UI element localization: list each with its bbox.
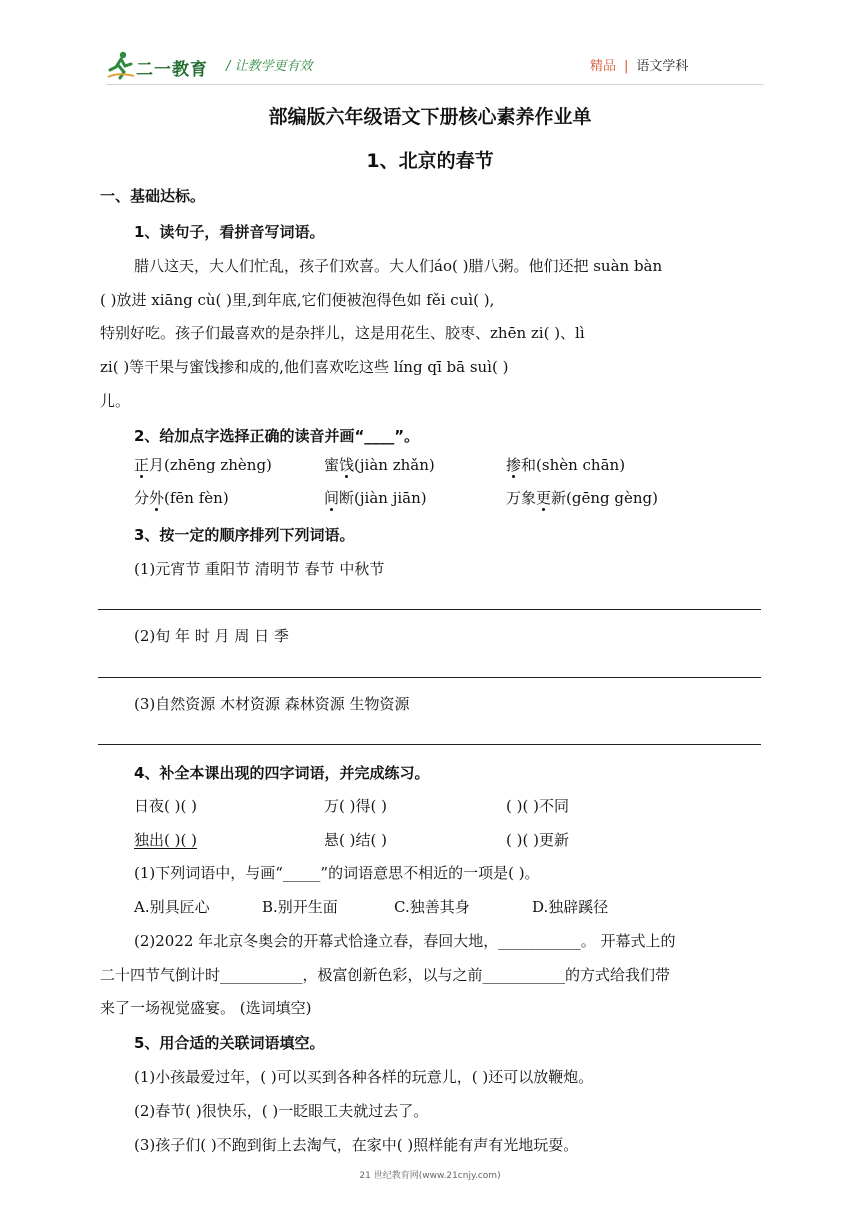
quality-badge: 精品 bbox=[590, 59, 617, 74]
slogan: / 让教学更有效 bbox=[226, 59, 313, 74]
pronunciation-item bbox=[324, 455, 435, 475]
conjunction-item: (1)小孩最爱过年，( )可以买到各种各样的玩意儿，( )还可以放鞭炮。 bbox=[134, 1068, 594, 1086]
conjunction-item: (3)孩子们( )不跑到街上去淘气，在家中( )照样能有声有光地玩耍。 bbox=[134, 1136, 579, 1154]
question-heading: 3、按一定的顺序排列下列词语。 bbox=[134, 526, 355, 544]
logo-text: 二一教育 bbox=[136, 60, 208, 80]
option-d: D.独辟蹊径 bbox=[532, 898, 609, 916]
fill-in-line: 来了一场视觉盛宴。 (选词填空) bbox=[100, 999, 312, 1017]
question-heading: 5、用合适的关联词语填空。 bbox=[134, 1034, 325, 1052]
idiom-blank: ( )( )不同 bbox=[506, 797, 569, 815]
dotted-char: 饯 bbox=[339, 456, 355, 474]
fill-in-line: (2)2022 年北京冬奥会的开幕式恰逢立春，春回大地，___________。 开幕式上的 bbox=[134, 932, 676, 950]
item-text: 新(gēng gèng) bbox=[551, 489, 658, 507]
idiom-blank: 悬( )结( ) bbox=[324, 831, 387, 849]
fill-in-line: 二十四节气倒计时___________，极富创新色彩，以与之前___________的方式给我们带 bbox=[100, 966, 671, 984]
item-text: 和(shèn chān) bbox=[521, 456, 626, 474]
passage-line: zi( )等干果与蜜饯掺和成的,他们喜欢吃这些 líng qī bā suì( ) bbox=[100, 358, 509, 376]
ordering-item: (2)旬 年 时 月 周 日 季 bbox=[134, 627, 289, 645]
passage-line: 特别好吃。孩子们最喜欢的是杂拌儿，这是用花生、胶枣、zhēn zi( )、lì bbox=[100, 324, 585, 342]
dotted-char: 掺 bbox=[506, 456, 522, 474]
answer-line bbox=[98, 744, 761, 745]
passage-line: 儿。 bbox=[100, 392, 131, 410]
header-divider bbox=[106, 84, 764, 85]
option-c: C.独善其身 bbox=[394, 898, 470, 916]
option-b: B.别开生面 bbox=[262, 898, 338, 916]
idiom-blank: 日夜( )( ) bbox=[134, 797, 197, 815]
lesson-title: 1、北京的春节 bbox=[366, 150, 494, 172]
item-text: (fēn fèn) bbox=[164, 489, 229, 507]
page-header bbox=[0, 0, 860, 92]
dotted-char: 更 bbox=[536, 489, 552, 507]
conjunction-item: (2)春节( )很快乐，( )一眨眼工夫就过去了。 bbox=[134, 1102, 429, 1120]
header-badge bbox=[590, 55, 688, 74]
subject-label: 语文学科 bbox=[636, 59, 689, 74]
item-text: 蜜 bbox=[324, 456, 340, 474]
question-heading: 4、补全本课出现的四字词语，并完成练习。 bbox=[134, 764, 430, 782]
pronunciation-item bbox=[134, 455, 272, 475]
answer-line bbox=[98, 677, 761, 678]
idiom-blank-underlined: 独出( )( ) bbox=[134, 831, 197, 849]
passage-line: ( )放进 xiāng cù( )里,到年底,它们便被泡得色如 fěi cuì( ), bbox=[100, 291, 495, 309]
section-heading: 一、基础达标。 bbox=[100, 187, 206, 205]
item-text: 万象 bbox=[506, 489, 537, 507]
dotted-char: 正 bbox=[134, 456, 150, 474]
dotted-char: 间 bbox=[324, 489, 340, 507]
answer-line bbox=[98, 609, 761, 610]
header-separator: | bbox=[624, 59, 629, 74]
ordering-item: (1)元宵节 重阳节 清明节 春节 中秋节 bbox=[134, 560, 385, 578]
question-heading: 1、读句子，看拼音写词语。 bbox=[134, 223, 325, 241]
idiom-blank: ( )( )更新 bbox=[506, 831, 569, 849]
pronunciation-item bbox=[324, 488, 427, 508]
pronunciation-item bbox=[134, 488, 229, 508]
idiom-blank: 万( )得( ) bbox=[324, 797, 387, 815]
item-text: 分 bbox=[134, 489, 150, 507]
passage-line: 腊八这天，大人们忙乱，孩子们欢喜。大人们áo( )腊八粥。他们还把 suàn bàn bbox=[134, 257, 663, 275]
question-heading: 2、给加点字选择正确的读音并画“____”。 bbox=[134, 427, 420, 445]
page-title: 部编版六年级语文下册核心素养作业单 bbox=[268, 106, 592, 128]
brand-logo bbox=[106, 50, 216, 82]
item-text: 月(zhēng zhèng) bbox=[149, 456, 272, 474]
dotted-char: 外 bbox=[149, 489, 165, 507]
ordering-item: (3)自然资源 木材资源 森林资源 生物资源 bbox=[134, 695, 410, 713]
page-footer: 21 世纪教育网(www.21cnjy.com) bbox=[359, 1171, 501, 1181]
sub-question: (1)下列词语中，与画“_____”的词语意思不相近的一项是( )。 bbox=[134, 864, 540, 882]
item-text: (jiàn zhǎn) bbox=[354, 456, 435, 474]
pronunciation-item bbox=[506, 455, 625, 475]
option-a: A.别具匠心 bbox=[134, 898, 210, 916]
item-text: 断(jiàn jiān) bbox=[339, 489, 427, 507]
runner-icon bbox=[106, 50, 136, 80]
pronunciation-item bbox=[506, 488, 658, 508]
